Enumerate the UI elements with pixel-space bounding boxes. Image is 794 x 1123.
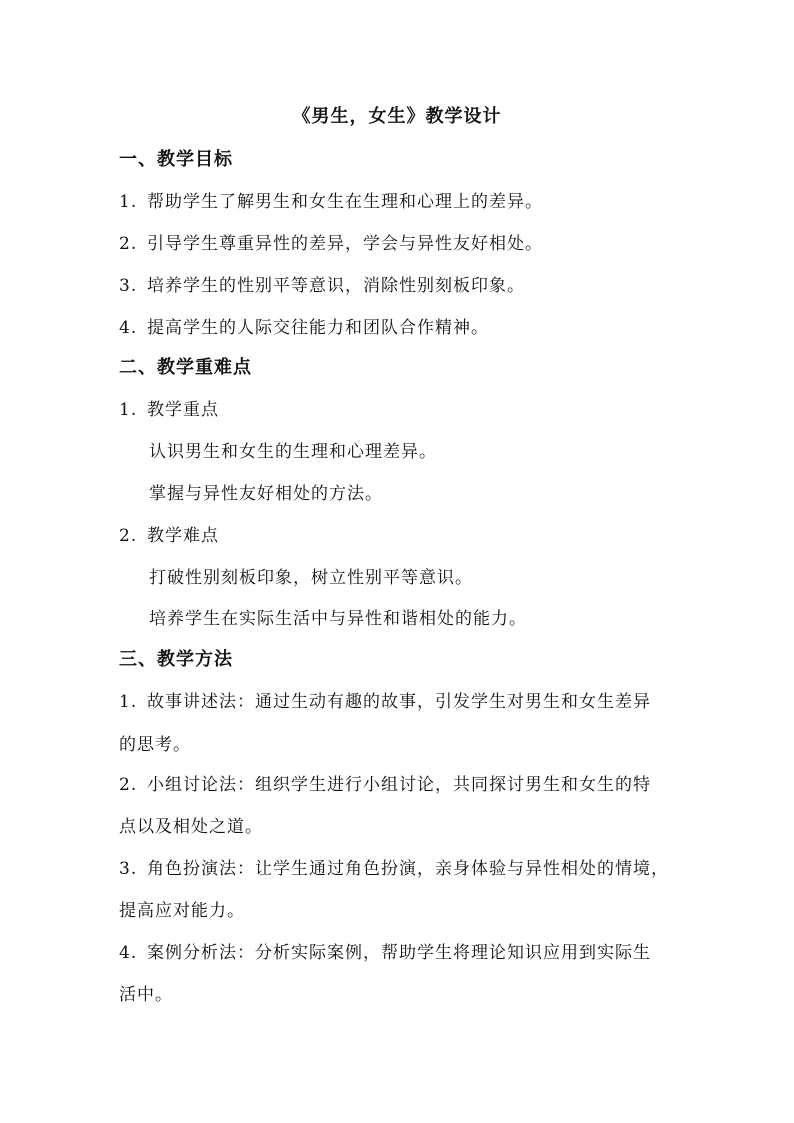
- item-number: 1.: [119, 400, 138, 420]
- document-title: 《男生，女生》教学设计: [292, 106, 502, 127]
- objective-item: [119, 272, 679, 300]
- objective-item: [119, 314, 679, 342]
- item-text: 角色扮演法：让学生通过角色扮演，亲身体验与异性相处的情境，: [147, 859, 669, 879]
- section-heading-methods: 三、教学方法: [119, 649, 233, 670]
- item-number: 3.: [119, 276, 138, 296]
- method-item: [119, 771, 679, 799]
- section-heading-key-points: 二、教学重难点: [119, 357, 252, 378]
- method-item: [119, 939, 679, 967]
- item-text: 故事讲述法：通过生动有趣的故事，引发学生对男生和女生差异: [147, 692, 651, 712]
- item-text: 帮助学生了解男生和女生在生理和心理上的差异。: [147, 192, 543, 212]
- item-text: 教学重点: [147, 400, 219, 420]
- item-number: 2.: [119, 234, 138, 254]
- method-item-continuation: 提高应对能力。: [119, 901, 245, 921]
- item-number: 4.: [119, 318, 138, 338]
- objective-item: [119, 230, 679, 258]
- item-text: 提高学生的人际交往能力和团队合作精神。: [147, 318, 489, 338]
- method-item-continuation: 点以及相处之道。: [119, 817, 263, 837]
- item-text: 案例分析法：分析实际案例，帮助学生将理论知识应用到实际生: [147, 943, 651, 963]
- item-text: 教学难点: [147, 526, 219, 546]
- item-number: 2.: [119, 526, 138, 546]
- difficulty-line: 培养学生在实际生活中与异性和谐相处的能力。: [149, 609, 527, 629]
- item-text: 引导学生尊重异性的差异，学会与异性友好相处。: [147, 234, 543, 254]
- focus-label: [119, 396, 679, 424]
- method-item: [119, 688, 679, 716]
- item-number: 2.: [119, 775, 138, 795]
- item-text: 小组讨论法：组织学生进行小组讨论，共同探讨男生和女生的特: [147, 775, 651, 795]
- item-number: 4.: [119, 943, 138, 963]
- objective-item: [119, 188, 679, 216]
- section-heading-objectives: 一、教学目标: [119, 149, 233, 170]
- difficulty-label: [119, 522, 679, 550]
- item-number: 1.: [119, 192, 138, 212]
- item-text: 培养学生的性别平等意识，消除性别刻板印象。: [147, 276, 525, 296]
- item-number: 3.: [119, 859, 138, 879]
- difficulty-line: 打破性别刻板印象，树立性别平等意识。: [149, 568, 473, 588]
- method-item-continuation: 活中。: [119, 985, 173, 1005]
- focus-line: 认识男生和女生的生理和心理差异。: [149, 442, 437, 462]
- method-item-continuation: 的思考。: [119, 735, 191, 755]
- focus-line: 掌握与异性友好相处的方法。: [149, 484, 383, 504]
- item-number: 1.: [119, 692, 138, 712]
- method-item: [119, 855, 679, 883]
